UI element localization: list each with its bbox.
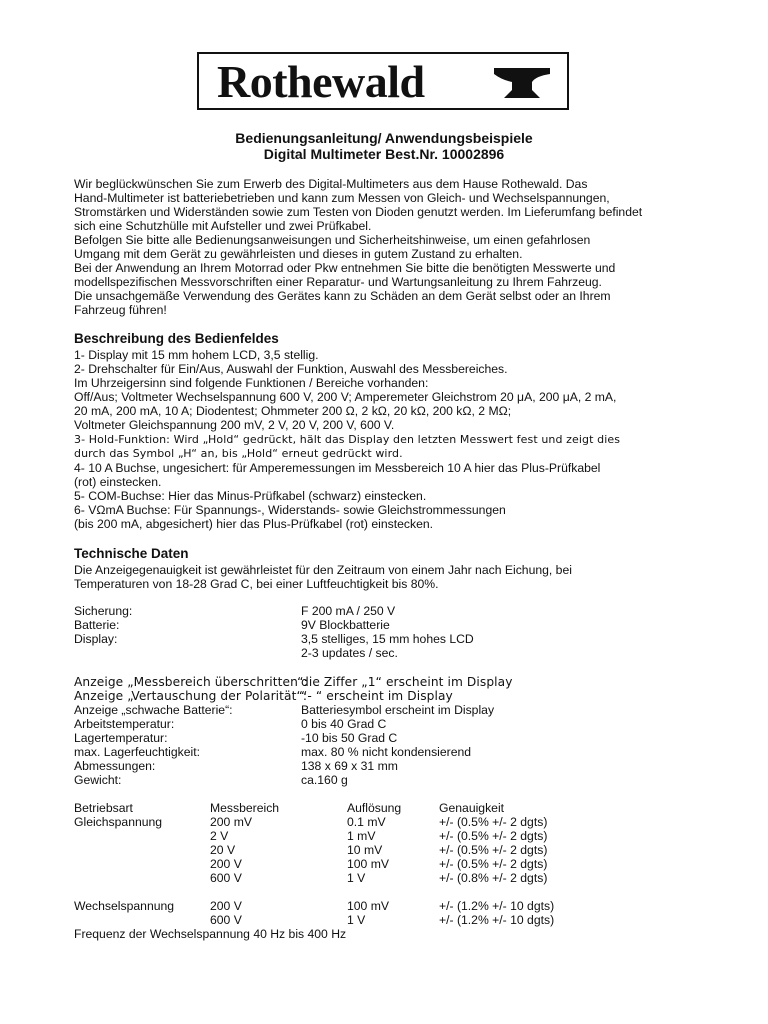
spec-value: 2-3 updates / sec.	[301, 646, 398, 660]
spec-value: max. 80 % nicht kondensierend	[301, 745, 472, 759]
specs-intro-line: Temperaturen von 18-28 Grad C, bei einer Luftfeuchtigkeit bis 80%.	[74, 577, 439, 591]
table-cell: Gleichspannung	[74, 815, 163, 829]
intro-line: Die unsachgemäße Verwendung des Gerätes kann zu Schäden an dem Gerät selbst oder an Ihrem	[74, 289, 611, 303]
spec-value: 3,5 stelliges, 15 mm hohes LCD	[301, 632, 474, 646]
table-cell: 200 V	[210, 857, 242, 871]
table-cell: 1 V	[347, 871, 366, 885]
controls-line: durch das Symbol „H“ an, bis „Hold“ erneut gedrückt wird.	[74, 447, 403, 460]
intro-line: Bei der Anwendung an Ihrem Motorrad oder Pkw entnehmen Sie bitte die benötigten Messwerte und	[74, 261, 616, 275]
table-cell: 0.1 mV	[347, 815, 386, 829]
controls-line: Im Uhrzeigersinn sind folgende Funktionen / Bereiche vorhanden:	[74, 376, 429, 390]
section-heading-specs: Technische Daten	[74, 546, 189, 561]
spec-value: 0 bis 40 Grad C	[301, 717, 387, 731]
table-header-range: Messbereich	[210, 801, 280, 815]
spec-value: -10 bis 50 Grad C	[301, 731, 398, 745]
controls-line: 20 mA, 200 mA, 10 A; Diodentest; Ohmmeter 200 Ω, 2 kΩ, 20 kΩ, 200 kΩ, 2 MΩ;	[74, 404, 512, 418]
spec-value: die Ziffer „1“ erscheint im Display	[301, 675, 513, 689]
intro-line: Fahrzeug führen!	[74, 303, 167, 317]
spec-value: “- “ erscheint im Display	[301, 689, 453, 703]
table-cell: 100 mV	[347, 899, 390, 913]
intro-line: Wir beglückwünschen Sie zum Erwerb des Digital-Multimeters aus dem Hause Rothewald. Das	[74, 177, 588, 191]
table-cell: +/- (0.8% +/- 2 dgts)	[439, 871, 548, 885]
controls-line: Voltmeter Gleichspannung 200 mV, 2 V, 20 V, 200 V, 600 V.	[74, 418, 395, 432]
table-cell: 100 mV	[347, 857, 390, 871]
spec-label: Abmessungen:	[74, 759, 156, 773]
document-subtitle: Digital Multimeter Best.Nr. 10002896	[263, 146, 505, 162]
table-cell: 20 V	[210, 843, 236, 857]
brand-logo	[197, 52, 569, 110]
table-cell: Wechselspannung	[74, 899, 175, 913]
controls-line: 1- Display mit 15 mm hohem LCD, 3,5 stellig.	[74, 348, 319, 362]
intro-line: Befolgen Sie bitte alle Bedienungsanweisungen und Sicherheitshinweise, um einen gefahrlosen	[74, 233, 591, 247]
intro-line: modellspezifischen Messvorschriften einer Reparatur- und Wartungsanleitung zu Ihrem Fahrzeug.	[74, 275, 602, 289]
controls-line: 5- COM-Buchse: Hier das Minus-Prüfkabel (schwarz) einstecken.	[74, 489, 427, 503]
table-cell: 600 V	[210, 871, 242, 885]
table-cell: +/- (1.2% +/- 10 dgts)	[439, 899, 555, 913]
document-title: Bedienungsanleitung/ Anwendungsbeispiele	[235, 130, 533, 146]
spec-value: 9V Blockbatterie	[301, 618, 390, 632]
spec-label: Anzeige „Vertauschung der Polarität“:	[74, 689, 308, 703]
table-header-resolution: Auflösung	[347, 801, 402, 815]
spec-label: Arbeitstemperatur:	[74, 717, 175, 731]
spec-value: 138 x 69 x 31 mm	[301, 759, 398, 773]
spec-label: Display:	[74, 632, 118, 646]
spec-value: Batteriesymbol erscheint im Display	[301, 703, 495, 717]
spec-value: ca.160 g	[301, 773, 348, 787]
spec-label: Sicherung:	[74, 604, 133, 618]
intro-line: Hand-Multimeter ist batteriebetrieben und kann zum Messen von Gleich- und Wechselspannungen,	[74, 191, 610, 205]
spec-label: max. Lagerfeuchtigkeit:	[74, 745, 201, 759]
table-cell: +/- (0.5% +/- 2 dgts)	[439, 843, 548, 857]
table-cell: +/- (1.2% +/- 10 dgts)	[439, 913, 555, 927]
spec-value: F 200 mA / 250 V	[301, 604, 396, 618]
intro-line: sich eine Schutzhülle mit Aufsteller und zwei Prüfkabel.	[74, 219, 372, 233]
table-cell: 10 mV	[347, 843, 383, 857]
controls-line: (rot) einstecken.	[74, 475, 162, 489]
table-cell: +/- (0.5% +/- 2 dgts)	[439, 857, 548, 871]
intro-line: Stromstärken und Widerständen sowie zum Testen von Dioden genutzt werden. Im Lieferumfang befindet	[74, 205, 643, 219]
table-cell: 2 V	[210, 829, 229, 843]
table-cell: 200 mV	[210, 815, 253, 829]
anvil-icon	[492, 64, 552, 102]
controls-line: Off/Aus; Voltmeter Wechselspannung 600 V, 200 V; Amperemeter Gleichstrom 20 μA, 200 μA, 2 mA,	[74, 390, 617, 404]
spec-label: Gewicht:	[74, 773, 122, 787]
table-header-accuracy: Genauigkeit	[439, 801, 505, 815]
controls-line: 6- VΩmA Buchse: Für Spannungs-, Widerstands- sowie Gleichstrommessungen	[74, 503, 506, 517]
spec-label: Lagertemperatur:	[74, 731, 168, 745]
table-cell: +/- (0.5% +/- 2 dgts)	[439, 815, 548, 829]
table-cell: 1 V	[347, 913, 366, 927]
intro-line: Umgang mit dem Gerät zu gewährleisten und dieses in gutem Zustand zu erhalten.	[74, 247, 523, 261]
section-heading-controls: Beschreibung des Bedienfeldes	[74, 331, 279, 346]
logo-wordmark: Rothewald	[217, 56, 425, 107]
controls-line: 2- Drehschalter für Ein/Aus, Auswahl der Funktion, Auswahl des Messbereiches.	[74, 362, 508, 376]
table-footer-note: Frequenz der Wechselspannung 40 Hz bis 400 Hz	[74, 927, 347, 941]
table-cell: 200 V	[210, 899, 242, 913]
controls-line: (bis 200 mA, abgesichert) hier das Plus-Prüfkabel (rot) einstecken.	[74, 517, 434, 531]
table-cell: 600 V	[210, 913, 242, 927]
controls-line: 4- 10 A Buchse, ungesichert: für Amperemessungen im Messbereich 10 A hier das Plus-Prüfkabel	[74, 461, 601, 475]
specs-intro-line: Die Anzeigegenauigkeit ist gewährleistet für den Zeitraum von einem Jahr nach Eichung, bei	[74, 563, 572, 577]
table-cell: 1 mV	[347, 829, 376, 843]
spec-label: Batterie:	[74, 618, 120, 632]
table-header-mode: Betriebsart	[74, 801, 133, 815]
controls-line: 3- Hold-Funktion: Wird „Hold“ gedrückt, hält das Display den letzten Messwert fest und zeigt dies	[74, 433, 621, 446]
spec-label: Anzeige „Messbereich überschritten“:	[74, 675, 308, 689]
spec-label: Anzeige „schwache Batterie“:	[74, 703, 233, 717]
table-cell: +/- (0.5% +/- 2 dgts)	[439, 829, 548, 843]
